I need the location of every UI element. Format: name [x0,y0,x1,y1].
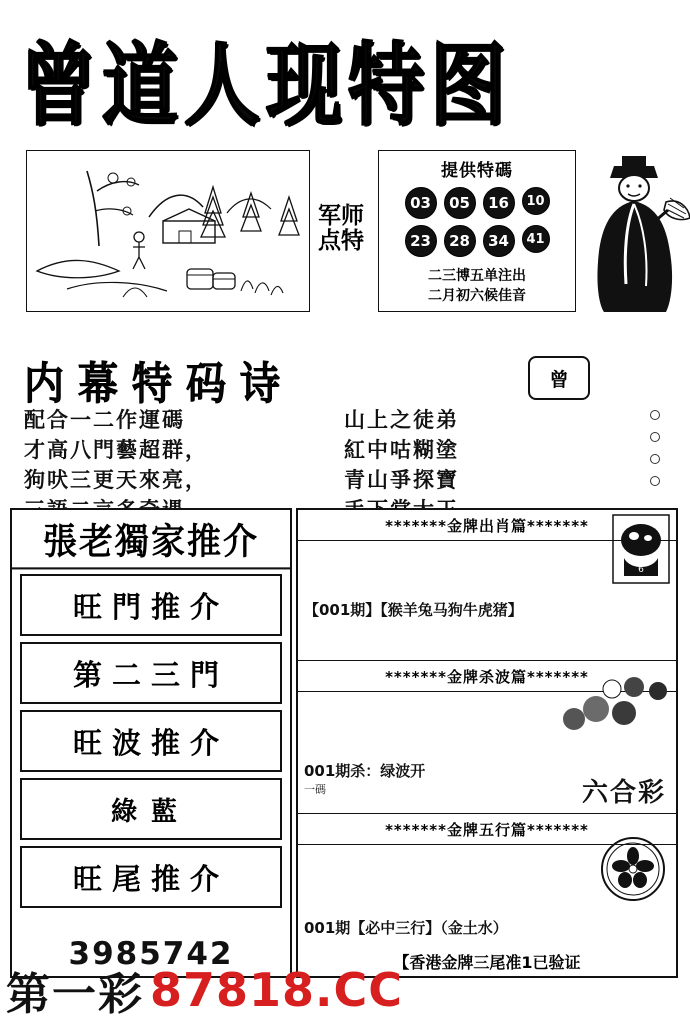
section-text: 001期【必中三行】（金土水） [304,919,508,937]
svg-text:6: 6 [638,565,644,575]
note-line-1: 二三博五单注出 [428,268,526,284]
zhanglao-row: 第二三門 [20,642,282,704]
zhanglao-row: 綠藍 [20,778,282,840]
panel-footer: 【香港金牌三尾准1已验证 [393,953,581,972]
seal-stamp: 曾 [528,356,590,400]
section-wuxing [298,814,676,944]
dot [650,476,660,486]
lottery-ball-icon [612,514,670,589]
ball: 16 [483,187,515,219]
section-shengxiao [298,510,676,661]
dot [650,432,660,442]
special-numbers-note [428,266,526,307]
ball-row-2 [405,225,550,257]
watermark-url: 87818.CC [150,963,404,1017]
ball-row-1 [405,187,550,219]
top-section [26,150,666,315]
poem-line [24,464,664,494]
ball: 28 [444,225,476,257]
junshi-label: 军师点特 [318,203,364,254]
watermark [0,963,690,1020]
section-text: 【001期】【猴羊兔马狗牛虎猪】 [304,601,523,619]
dot [650,454,660,464]
decorative-dots [650,410,662,498]
zhanglao-row: 旺波推介 [20,710,282,772]
watermark-left-text: 第一彩 [6,969,144,1020]
poem-line [24,404,664,434]
ball: 23 [405,225,437,257]
poem-line [24,434,664,464]
section-band: *******金牌出肖篇******* [298,510,676,541]
dot [650,410,660,420]
section-text: 001期杀：绿波开 [304,762,426,780]
zhanglao-title: 張老獨家推介 [12,509,290,570]
zhanglao-row: 旺尾推介 [20,846,282,908]
poem-line-left: 狗吠三更天來亮， [24,468,208,492]
poem-line-right: 青山爭探寶 [344,468,459,492]
poem-line-right: 山上之徒弟 [344,408,459,432]
flower-seal-icon [600,836,666,907]
balls-cluster-icon [538,675,668,736]
section-band: *******金牌五行篇******* [298,814,676,845]
ball: 41 [522,225,550,253]
section-band: *******金牌杀波篇******* [298,661,676,692]
zhanglao-panel [10,508,292,978]
ball: 10 [522,187,550,215]
poem-line-left: 配合一二作運碼 [24,408,185,432]
note-line-2: 二月初六候佳音 [428,288,526,305]
section-shabo [298,661,676,814]
ball: 03 [405,187,437,219]
poem-line-left: 才高八門藝超群， [24,438,208,462]
poem-heading-text: 内幕特码诗 [24,359,294,410]
special-numbers-panel [378,150,576,312]
poem-body [24,404,664,504]
section-subnote: 一碼 [304,783,326,796]
zhanglao-row: 旺門推介 [20,574,282,636]
page-title [20,22,670,137]
gold-medal-panel [296,508,678,978]
zhanglao-number: 3985742 [68,936,234,972]
landscape-ink-drawing [26,150,310,312]
page-title-text: 曾道人现特图 [20,31,512,137]
taoist-master-figure [574,144,690,314]
ball: 34 [483,225,515,257]
ball: 05 [444,187,476,219]
special-numbers-title: 提供特碼 [441,161,513,181]
poem-line-right: 紅中咕糊塗 [344,438,459,462]
liuhecai-label: 六合彩 [581,778,666,808]
